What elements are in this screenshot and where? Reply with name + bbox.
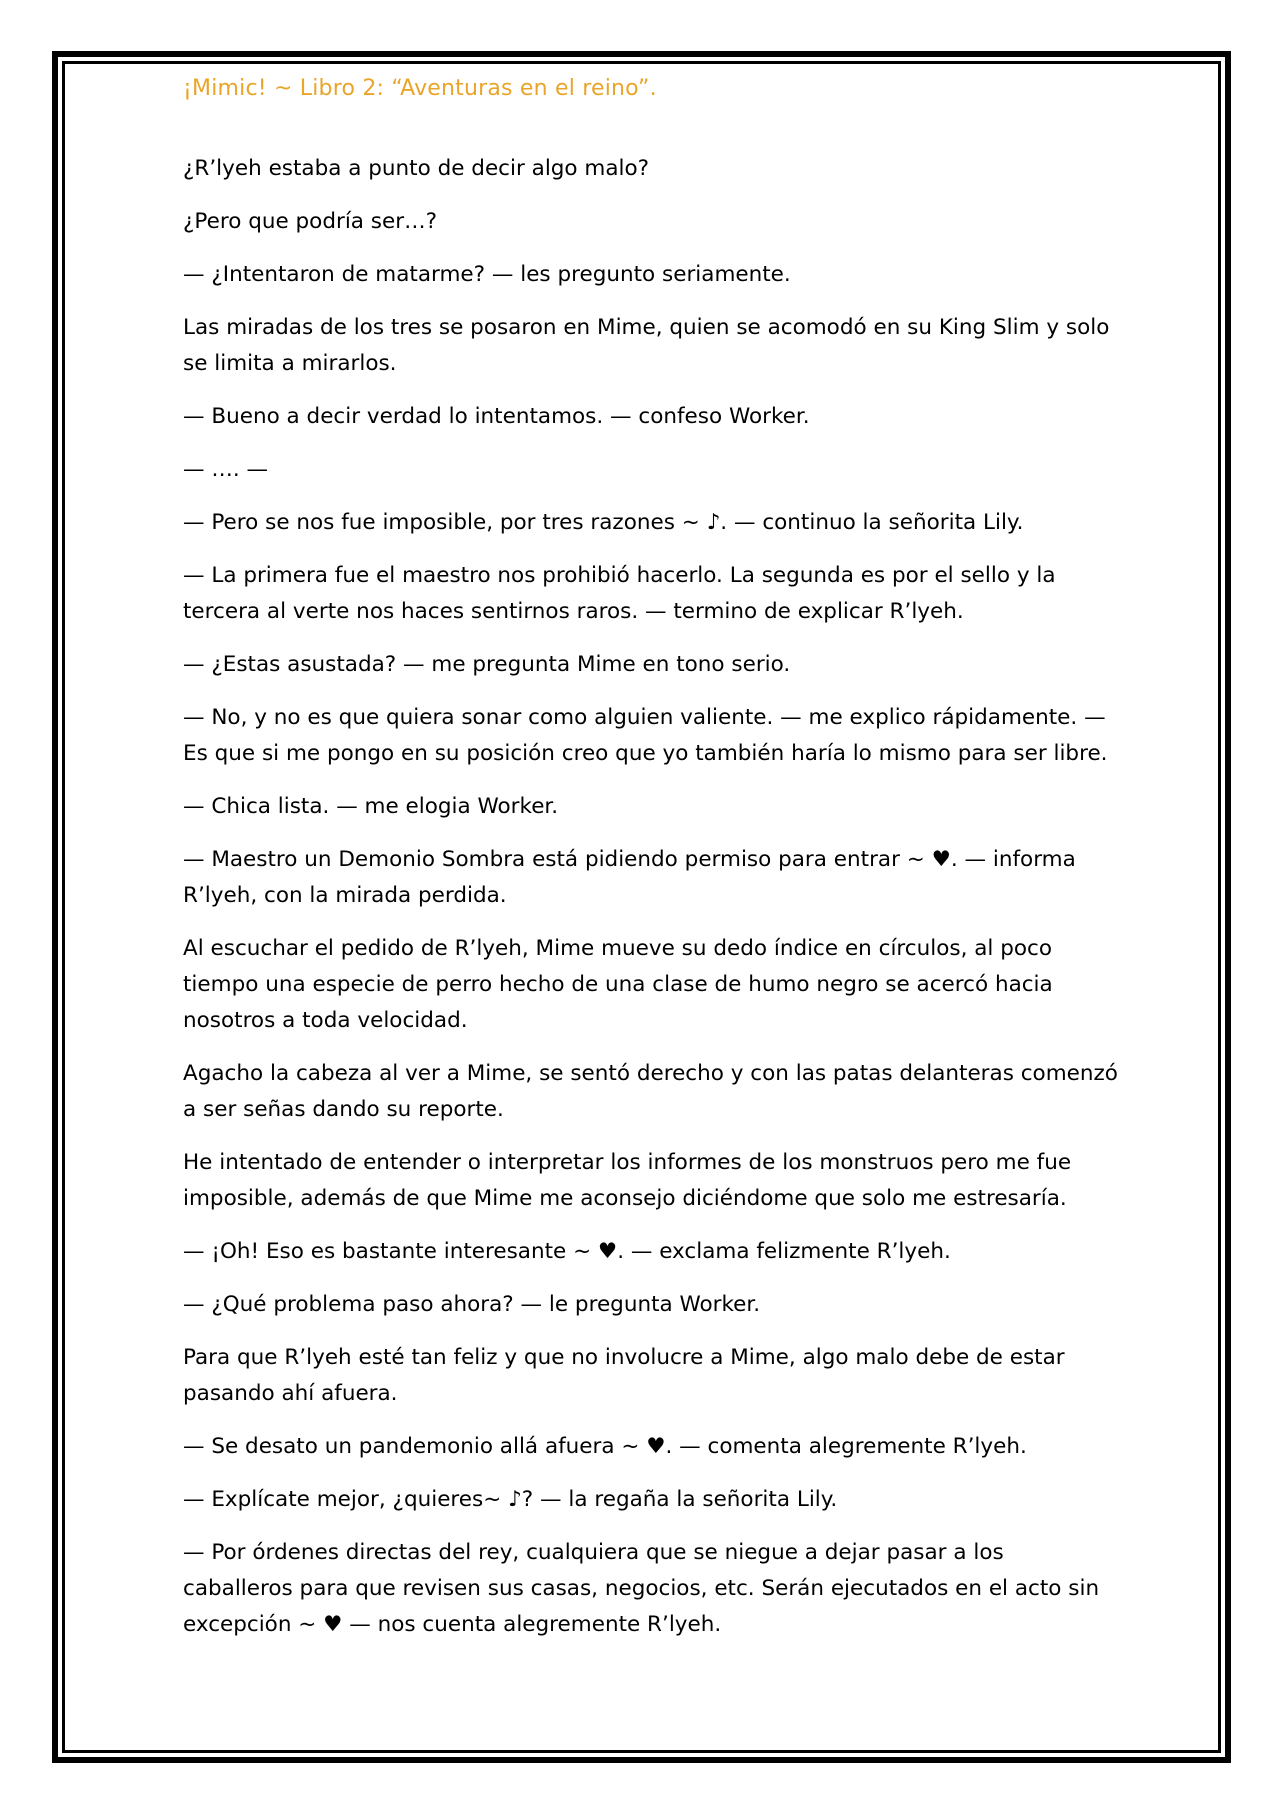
paragraph: — Chica lista. — me elogia Worker.: [183, 794, 559, 819]
paragraph: — ¡Oh! Eso es bastante interesante ~ ♥. — exclama felizmente R’lyeh.: [183, 1239, 951, 1264]
paragraph: — Se desato un pandemonio allá afuera ~ ♥. — comenta alegremente R’lyeh.: [183, 1434, 1027, 1459]
paragraph: — …. —: [183, 457, 269, 482]
paragraph: Al escuchar el pedido de R’lyeh, Mime mueve su dedo índice en círculos, al poco tiempo una especie de perro hecho de una clase de humo negro se acercó hacia nosotros a toda velocidad.: [183, 936, 1053, 1033]
paragraph: Para que R’lyeh esté tan feliz y que no involucre a Mime, algo malo debe de estar pasando ahí afuera.: [183, 1345, 1065, 1406]
paragraph: — Explícate mejor, ¿quieres~ ♪? — la regaña la señorita Lily.: [183, 1487, 838, 1512]
paragraph: — Bueno a decir verdad lo intentamos. — confeso Worker.: [183, 404, 810, 429]
paragraph: — Maestro un Demonio Sombra está pidiendo permiso para entrar ~ ♥. — informa R’lyeh, con la mirada perdida.: [183, 847, 1076, 908]
page-header-title: ¡Mimic! ~ Libro 2: “Aventuras en el reino”.: [183, 76, 657, 101]
paragraph: Agacho la cabeza al ver a Mime, se sentó derecho y con las patas delanteras comenzó a ser señas dando su reporte.: [183, 1061, 1118, 1122]
document-body: [183, 151, 1118, 1660]
paragraph: — Por órdenes directas del rey, cualquiera que se niegue a dejar pasar a los caballeros para que revisen sus casas, negocios, etc. Serán ejecutados en el acto sin excepción ~ ♥ — nos cuenta alegremente R’lyeh.: [183, 1540, 1100, 1637]
paragraph: ¿Pero que podría ser…?: [183, 209, 437, 234]
paragraph: ¿R’lyeh estaba a punto de decir algo malo?: [183, 156, 650, 181]
paragraph: — No, y no es que quiera sonar como alguien valiente. — me explico rápidamente. — Es que si me pongo en su posición creo que yo también haría lo mismo para ser libre.: [183, 705, 1108, 766]
paragraph: — Pero se nos fue imposible, por tres razones ~ ♪. — continuo la señorita Lily.: [183, 510, 1024, 535]
paragraph: — La primera fue el maestro nos prohibió hacerlo. La segunda es por el sello y la tercera al verte nos haces sentirnos raros. — termino de explicar R’lyeh.: [183, 563, 1056, 624]
paragraph: — ¿Estas asustada? — me pregunta Mime en tono serio.: [183, 652, 791, 677]
paragraph: Las miradas de los tres se posaron en Mime, quien se acomodó en su King Slim y solo se limita a mirarlos.: [183, 315, 1110, 376]
paragraph: — ¿Qué problema paso ahora? — le pregunta Worker.: [183, 1292, 761, 1317]
paragraph: — ¿Intentaron de matarme? — les pregunto seriamente.: [183, 262, 791, 287]
paragraph: He intentado de entender o interpretar los informes de los monstruos pero me fue imposible, además de que Mime me aconsejo diciéndome que solo me estresaría.: [183, 1150, 1072, 1211]
